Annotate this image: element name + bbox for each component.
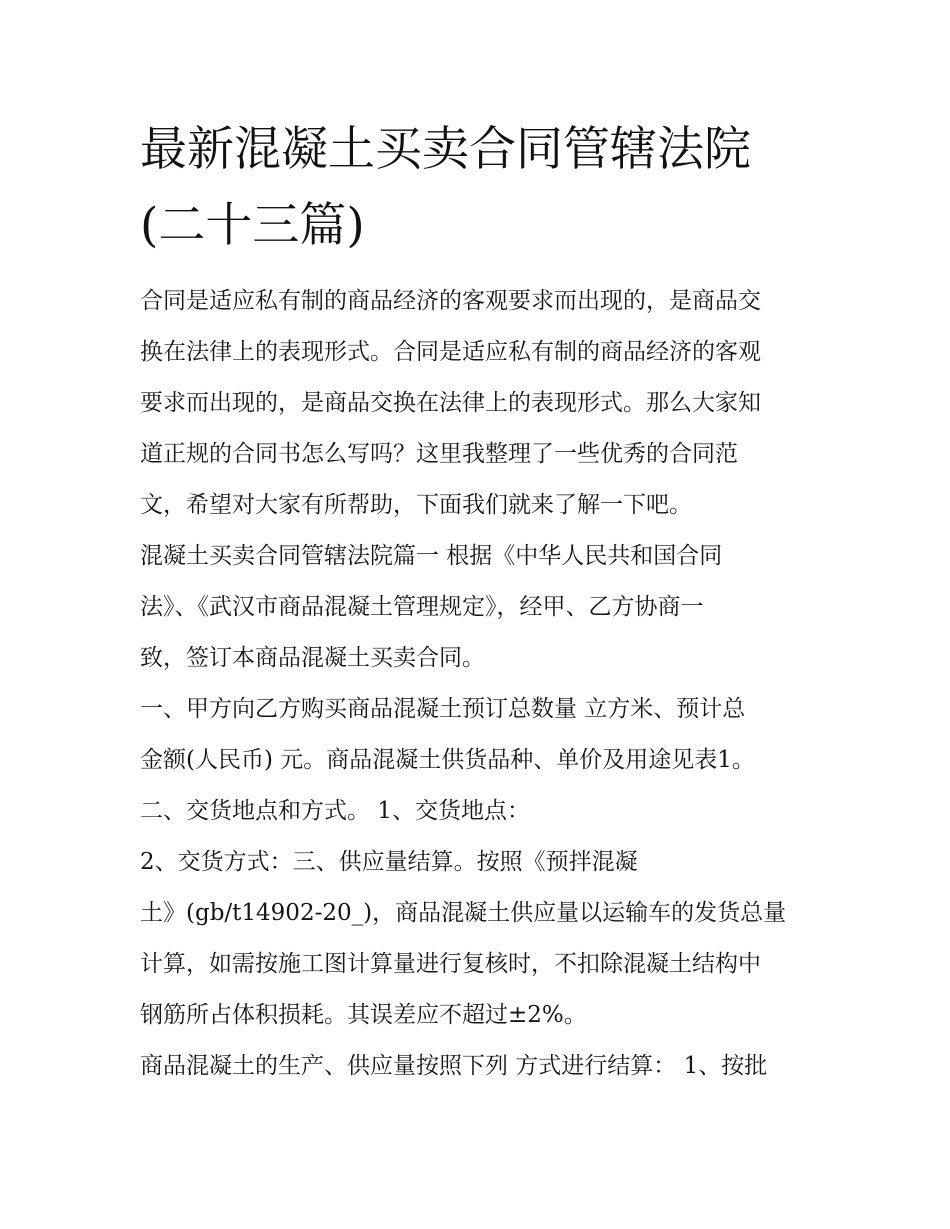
body-line: 文，希望对大家有所帮助，下面我们就来了解一下吧。: [140, 492, 692, 518]
body-line: 混凝土买卖合同管辖法院篇一 根据《中华人民共和国合同: [140, 543, 723, 569]
body-line: 合同是适应私有制的商品经济的客观要求而出现的，是商品交: [140, 288, 761, 314]
body-line: 计算，如需按施工图计算量进行复核时，不扣除混凝土结构中: [140, 951, 761, 977]
document-body: [140, 276, 830, 1092]
body-line: 要求而出现的，是商品交换在法律上的表现形式。那么大家知: [140, 390, 761, 416]
body-line: 一、甲方向乙方购买商品混凝土预订总数量 立方米、预计总: [140, 696, 746, 722]
body-line: 金额(人民币) 元。商品混凝土供货品种、单价及用途见表1。: [140, 747, 755, 773]
body-line: 道正规的合同书怎么写吗？这里我整理了一些优秀的合同范: [140, 441, 738, 467]
body-line: 钢筋所占体积损耗。其误差应不超过±2%。: [140, 1002, 587, 1028]
body-line: 二、交货地点和方式。 1、交货地点：: [140, 798, 530, 824]
title-line: 最新混凝土买卖合同管辖法院: [140, 122, 751, 177]
body-line: 换在法律上的表现形式。合同是适应私有制的商品经济的客观: [140, 339, 761, 365]
title-line: (二十三篇): [140, 198, 365, 253]
body-line: 法》、《武汉市商品混凝土管理规定》，经甲、乙方协商一: [140, 594, 704, 620]
body-line: 土》(gb/t14902-20_)，商品混凝土供应量以运输车的发货总量: [140, 900, 787, 926]
document-title: [140, 112, 830, 264]
body-line: 致，签订本商品混凝土买卖合同。: [140, 645, 485, 671]
body-line: 2、交货方式：三、供应量结算。按照《预拌混凝: [140, 849, 638, 875]
body-line: 商品混凝土的生产、供应量按照下列 方式进行结算： 1、按批: [140, 1053, 768, 1079]
